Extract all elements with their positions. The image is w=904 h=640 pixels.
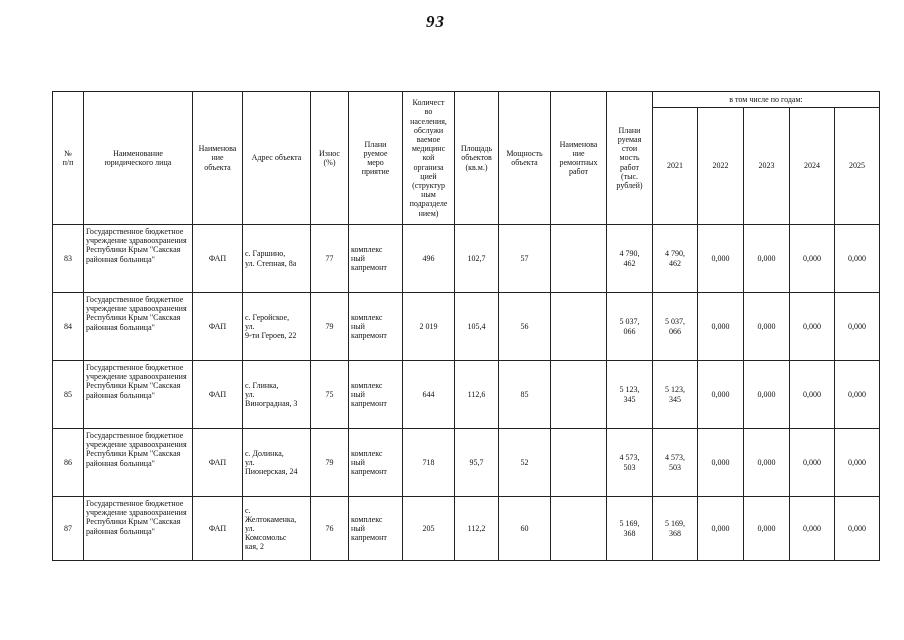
row-year-2023: 0,000 xyxy=(744,429,790,497)
row-cost: 5 037, 066 xyxy=(607,293,653,361)
table-row xyxy=(53,361,880,429)
row-num: 83 xyxy=(53,225,84,293)
row-year-2025: 0,000 xyxy=(835,361,880,429)
row-year-2021: 5 123, 345 xyxy=(653,361,698,429)
col-header-year-2022: 2022 xyxy=(698,108,744,225)
col-header-address: Адрес объекта xyxy=(243,92,311,225)
col-header-year-2024: 2024 xyxy=(790,108,835,225)
row-repair-name xyxy=(551,429,607,497)
row-repair-name xyxy=(551,293,607,361)
row-wear: 79 xyxy=(311,429,349,497)
row-area: 105,4 xyxy=(455,293,499,361)
col-header-cost: Плани руемая стои мость работ (тыс. рублей) xyxy=(607,92,653,225)
row-object: ФАП xyxy=(193,225,243,293)
row-address: с. Долинка, ул. Пионерская, 24 xyxy=(243,429,311,497)
row-capacity: 85 xyxy=(499,361,551,429)
row-year-2025: 0,000 xyxy=(835,225,880,293)
row-year-2023: 0,000 xyxy=(744,497,790,561)
row-area: 112,6 xyxy=(455,361,499,429)
row-year-2022: 0,000 xyxy=(698,497,744,561)
row-population: 644 xyxy=(403,361,455,429)
row-area: 112,2 xyxy=(455,497,499,561)
row-entity: Государственное бюджетное учреждение здравоохранения Республики Крым "Сакская районная больница" xyxy=(84,361,193,429)
row-year-2021: 4 573, 503 xyxy=(653,429,698,497)
row-year-2025: 0,000 xyxy=(835,497,880,561)
row-area: 95,7 xyxy=(455,429,499,497)
row-year-2023: 0,000 xyxy=(744,361,790,429)
row-year-2024: 0,000 xyxy=(790,429,835,497)
row-year-2021: 4 790, 462 xyxy=(653,225,698,293)
col-header-population: Количест во населения, обслужи ваемое медицинс кой организа цией (структур ным подразделе нием) xyxy=(403,92,455,225)
row-year-2021: 5 037, 066 xyxy=(653,293,698,361)
row-num: 87 xyxy=(53,497,84,561)
row-area: 102,7 xyxy=(455,225,499,293)
row-planned-work: комплекс ный капремонт xyxy=(349,293,403,361)
row-capacity: 52 xyxy=(499,429,551,497)
row-year-2022: 0,000 xyxy=(698,225,744,293)
row-num: 84 xyxy=(53,293,84,361)
col-header-planned-work: Плани руемое меро приятие xyxy=(349,92,403,225)
col-header-object-name: Наименова ние объекта xyxy=(193,92,243,225)
row-planned-work: комплекс ный капремонт xyxy=(349,497,403,561)
repair-program-table xyxy=(52,91,880,561)
row-wear: 79 xyxy=(311,293,349,361)
row-year-2024: 0,000 xyxy=(790,225,835,293)
row-entity: Государственное бюджетное учреждение здравоохранения Республики Крым "Сакская районная больница" xyxy=(84,225,193,293)
row-address: с. Геройское, ул. 9-ти Героев, 22 xyxy=(243,293,311,361)
col-header-num: № п/п xyxy=(53,92,84,225)
row-cost: 5 169, 368 xyxy=(607,497,653,561)
row-capacity: 56 xyxy=(499,293,551,361)
row-year-2022: 0,000 xyxy=(698,361,744,429)
col-header-repair-name: Наименова ние ремонтных работ xyxy=(551,92,607,225)
col-header-wear: Износ (%) xyxy=(311,92,349,225)
col-header-year-2021: 2021 xyxy=(653,108,698,225)
row-year-2024: 0,000 xyxy=(790,293,835,361)
row-population: 2 019 xyxy=(403,293,455,361)
row-address: с. Гаршино, ул. Степная, 8а xyxy=(243,225,311,293)
row-repair-name xyxy=(551,361,607,429)
row-num: 86 xyxy=(53,429,84,497)
col-header-years-group: в том числе по годам: xyxy=(653,92,880,108)
row-cost: 5 123, 345 xyxy=(607,361,653,429)
row-num: 85 xyxy=(53,361,84,429)
row-population: 205 xyxy=(403,497,455,561)
row-entity: Государственное бюджетное учреждение здравоохранения Республики Крым "Сакская районная больница" xyxy=(84,429,193,497)
row-year-2021: 5 169, 368 xyxy=(653,497,698,561)
table-row xyxy=(53,429,880,497)
row-year-2023: 0,000 xyxy=(744,293,790,361)
row-planned-work: комплекс ный капремонт xyxy=(349,225,403,293)
row-entity: Государственное бюджетное учреждение здравоохранения Республики Крым "Сакская районная больница" xyxy=(84,497,193,561)
row-object: ФАП xyxy=(193,497,243,561)
table-row xyxy=(53,293,880,361)
row-population: 496 xyxy=(403,225,455,293)
row-repair-name xyxy=(551,497,607,561)
row-entity: Государственное бюджетное учреждение здравоохранения Республики Крым "Сакская районная больница" xyxy=(84,293,193,361)
row-capacity: 57 xyxy=(499,225,551,293)
col-header-entity: Наименование юридического лица xyxy=(84,92,193,225)
row-cost: 4 790, 462 xyxy=(607,225,653,293)
row-address: с. Глинка, ул. Виноградная, 3 xyxy=(243,361,311,429)
row-repair-name xyxy=(551,225,607,293)
row-year-2022: 0,000 xyxy=(698,429,744,497)
row-wear: 76 xyxy=(311,497,349,561)
row-year-2023: 0,000 xyxy=(744,225,790,293)
row-planned-work: комплекс ный капремонт xyxy=(349,361,403,429)
row-year-2024: 0,000 xyxy=(790,361,835,429)
page-number: 93 xyxy=(426,12,445,31)
row-capacity: 60 xyxy=(499,497,551,561)
col-header-year-2023: 2023 xyxy=(744,108,790,225)
row-object: ФАП xyxy=(193,429,243,497)
row-wear: 75 xyxy=(311,361,349,429)
row-year-2022: 0,000 xyxy=(698,293,744,361)
table-row xyxy=(53,497,880,561)
col-header-capacity: Мощность объекта xyxy=(499,92,551,225)
row-planned-work: комплекс ный капремонт xyxy=(349,429,403,497)
row-year-2025: 0,000 xyxy=(835,293,880,361)
row-year-2025: 0,000 xyxy=(835,429,880,497)
table-row xyxy=(53,225,880,293)
col-header-year-2025: 2025 xyxy=(835,108,880,225)
col-header-area: Площадь объектов (кв.м.) xyxy=(455,92,499,225)
row-wear: 77 xyxy=(311,225,349,293)
row-object: ФАП xyxy=(193,361,243,429)
row-year-2024: 0,000 xyxy=(790,497,835,561)
header-row-top xyxy=(53,92,880,108)
row-population: 718 xyxy=(403,429,455,497)
row-object: ФАП xyxy=(193,293,243,361)
row-cost: 4 573, 503 xyxy=(607,429,653,497)
row-address: с. Желтокаменка, ул. Комсомольс кая, 2 xyxy=(243,497,311,561)
